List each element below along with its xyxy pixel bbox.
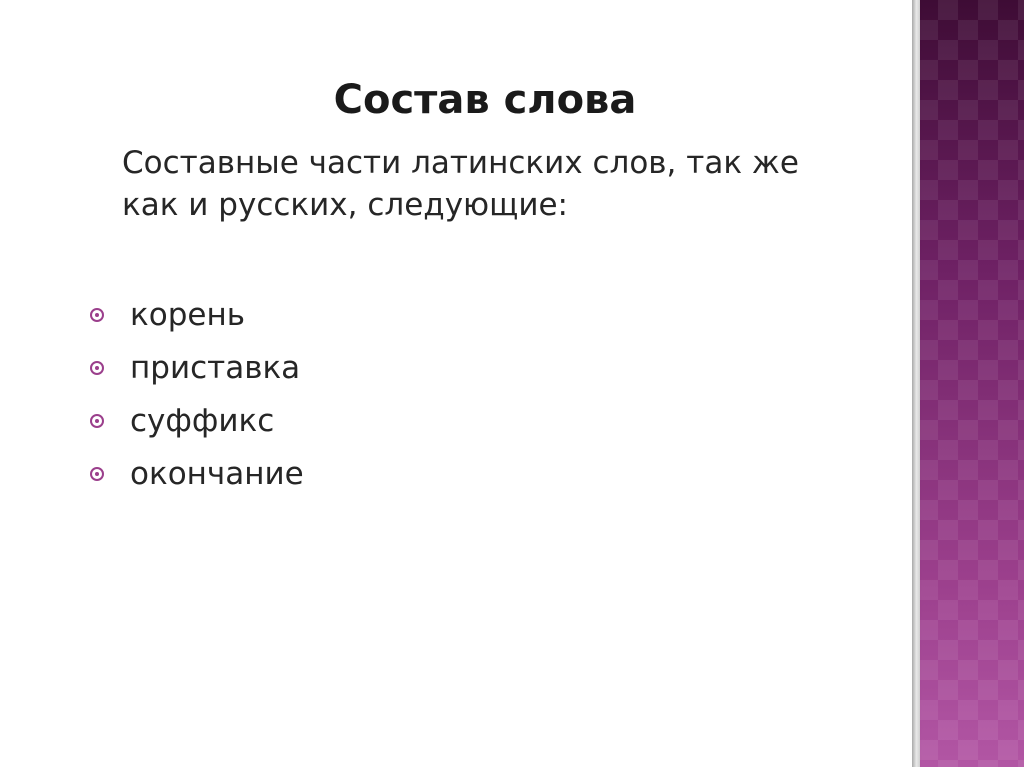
list-item bbox=[90, 394, 304, 447]
slide-title: Состав слова bbox=[333, 77, 637, 123]
list-item bbox=[90, 341, 304, 394]
bullet-circle-icon bbox=[90, 308, 104, 322]
panel-divider bbox=[912, 0, 920, 767]
intro-text: Составные части латинских слов, так же как и русских, следующие: bbox=[122, 145, 799, 223]
bullet-label: суффикс bbox=[130, 402, 275, 439]
bullet-circle-icon bbox=[90, 361, 104, 375]
list-item bbox=[90, 447, 304, 500]
bullet-circle-icon bbox=[90, 467, 104, 481]
bullet-list bbox=[90, 288, 304, 500]
list-item bbox=[90, 288, 304, 341]
bullet-label: окончание bbox=[130, 455, 304, 492]
bullet-label: корень bbox=[130, 296, 245, 333]
bullet-label: приставка bbox=[130, 349, 301, 386]
bullet-circle-icon bbox=[90, 414, 104, 428]
